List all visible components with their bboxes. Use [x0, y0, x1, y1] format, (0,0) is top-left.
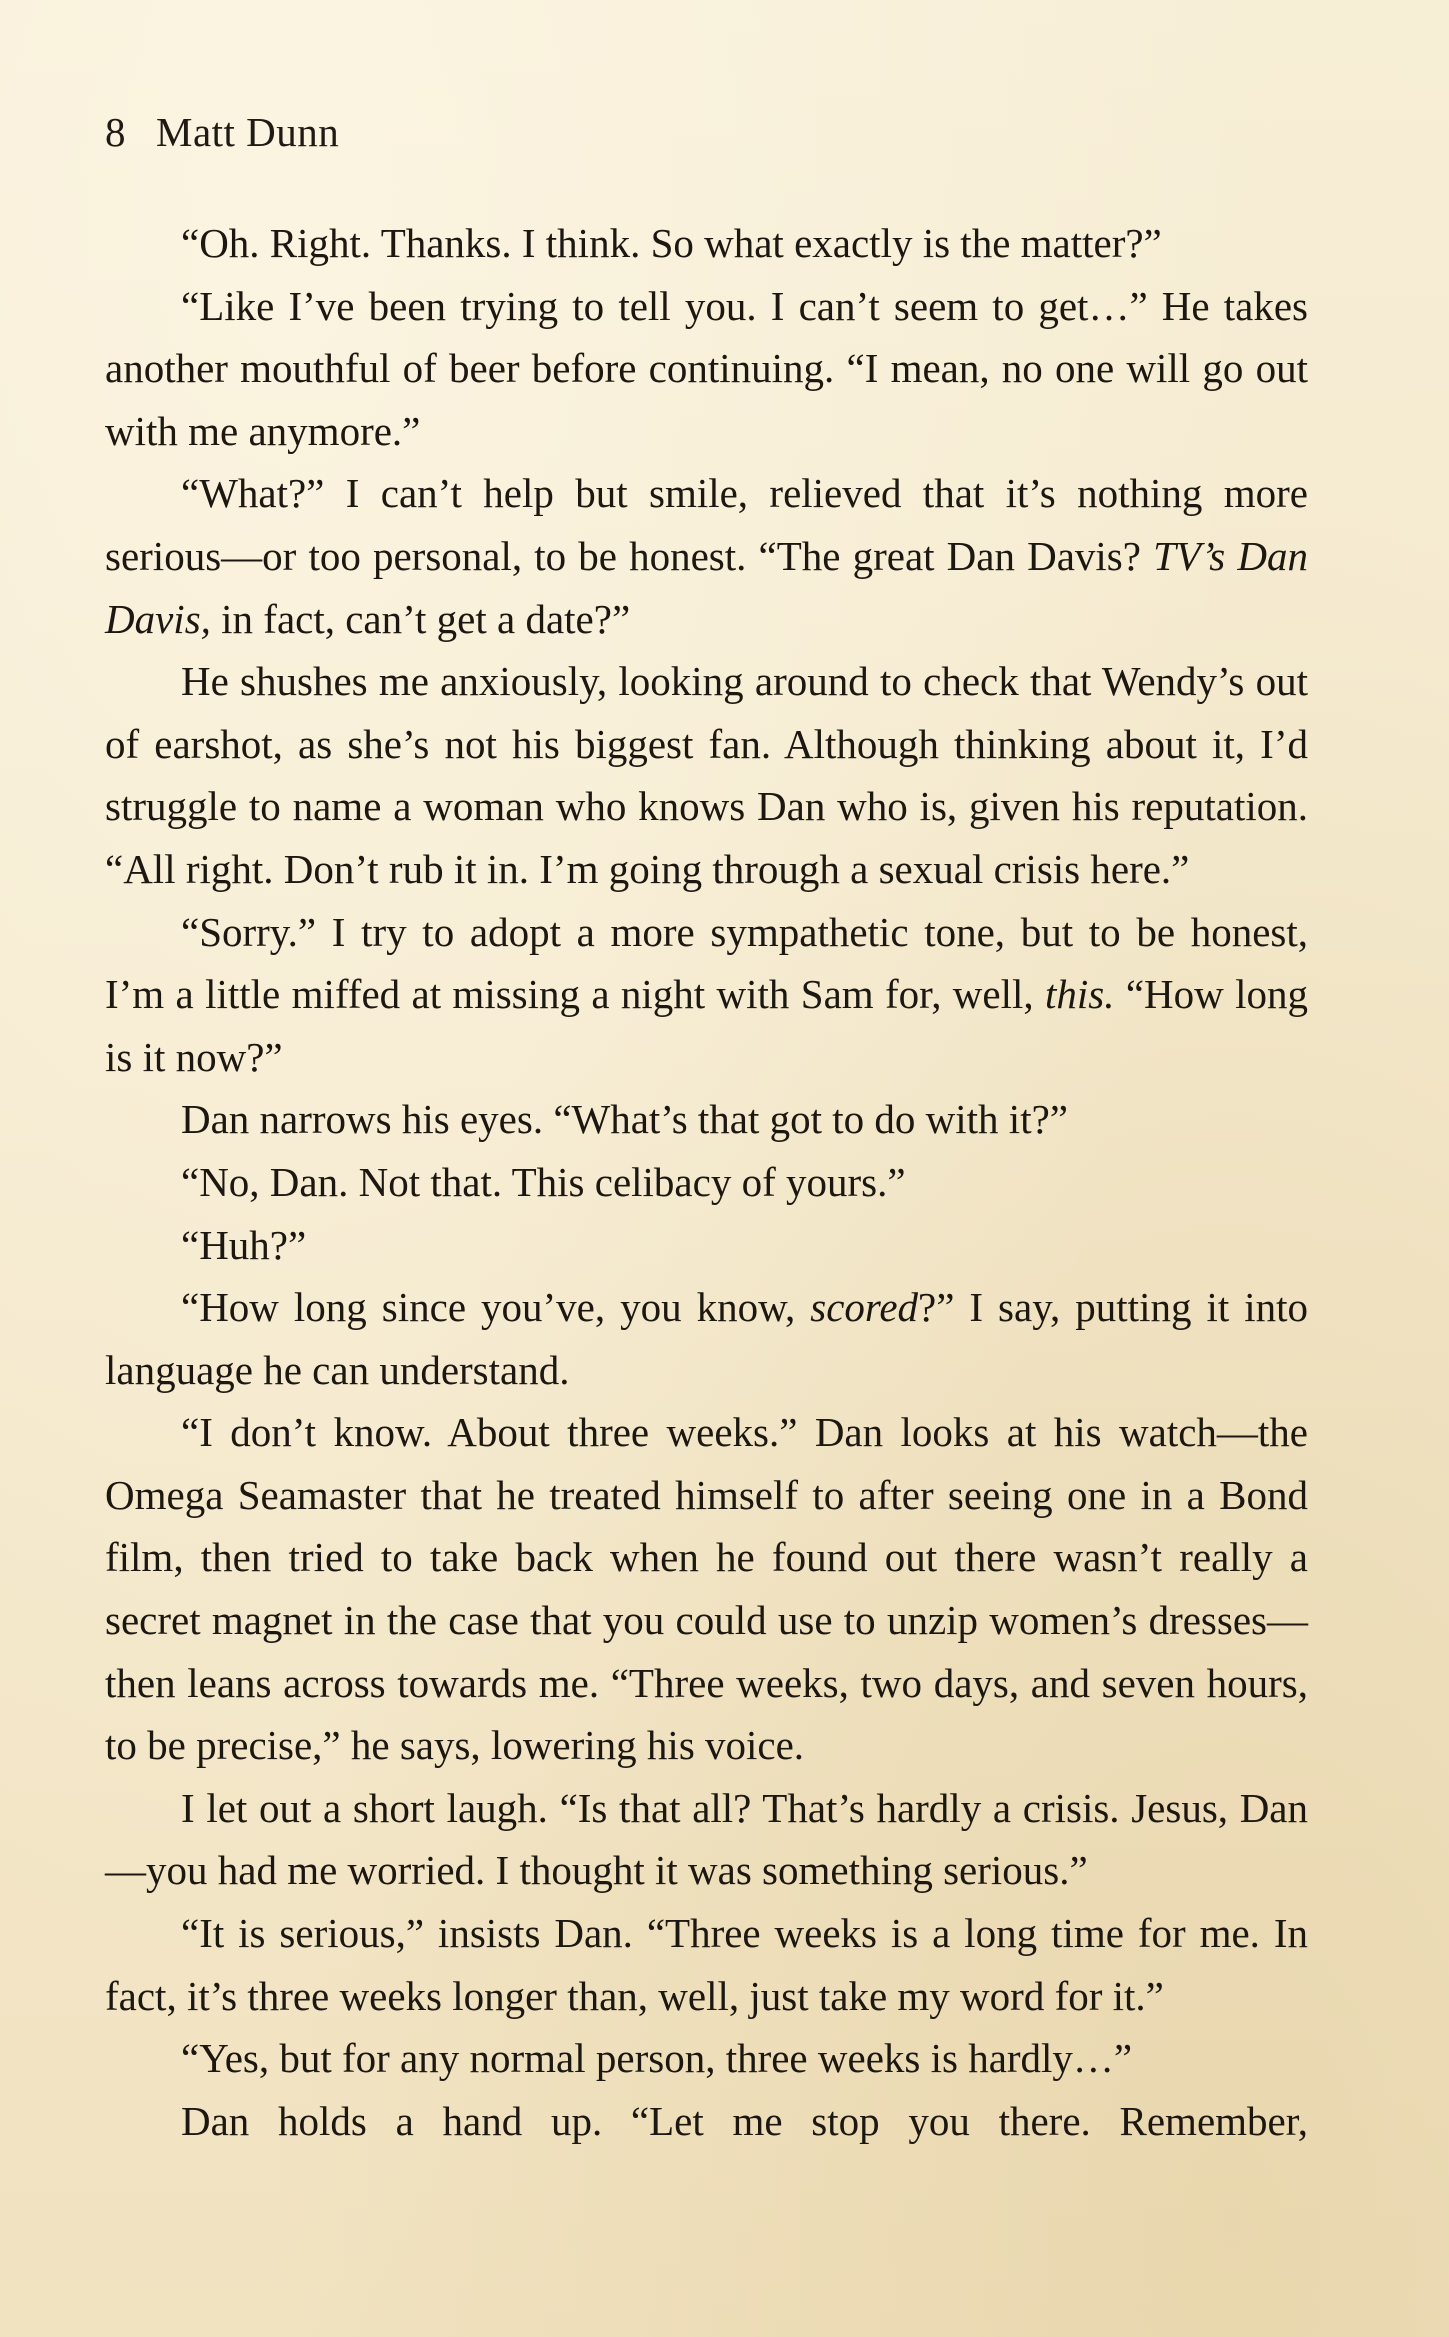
- text-run: “Yes, but for any normal person, three weeks is hardly…”: [181, 2035, 1133, 2082]
- text-run: “It is serious,” insists Dan. “Three weeks is a long time for me. In fact, it’s three weeks longer than, well, just take my word for it.”: [105, 1910, 1308, 2019]
- text-run: Dan holds a hand up. “Let me stop you there. Remember,: [181, 2097, 1308, 2144]
- text-run: “What?” I can’t help but smile, relieved that it’s nothing more serious—or too personal, to be honest. “The great Dan Davis?: [105, 470, 1308, 579]
- paragraph: [105, 1276, 1308, 1401]
- body-text: [105, 212, 1308, 2152]
- paragraph: [105, 901, 1308, 1089]
- text-run: “How long is it now?”: [105, 971, 1308, 1080]
- paragraph: [105, 1151, 1308, 1214]
- text-run: He shushes me anxiously, looking around to check that Wendy’s out of earshot, as she’s not his biggest fan. Although thinking about it, I’d struggle to name a woman who knows Dan who is, given his reputation. “All right. Don’t rub it in. I’m going through a sexual crisis here.”: [105, 658, 1308, 892]
- running-head-author: Matt Dunn: [156, 109, 340, 155]
- text-run: “I don’t know. About three weeks.” Dan looks at his watch—the Omega Seamaster that he treated himself to after seeing one in a Bond film, then tried to take back when he found out there wasn’t really a secret magnet in the case that you could use to unzip women’s dresses—then leans across towards me. “Three weeks, two days, and seven hours, to be precise,” he says, lowering his voice.: [105, 1409, 1308, 1769]
- paragraph: [105, 2027, 1308, 2090]
- running-header: [105, 108, 339, 156]
- page-number: 8: [105, 109, 126, 155]
- paragraph: [105, 462, 1308, 650]
- paragraph: [105, 212, 1308, 275]
- paragraph: [105, 275, 1308, 463]
- italic-text: TV’s Dan Davis,: [105, 532, 1309, 642]
- paragraph: [105, 2090, 1308, 2153]
- text-run: “Oh. Right. Thanks. I think. So what exactly is the matter?”: [181, 220, 1162, 266]
- italic-text: this.: [1044, 971, 1115, 1018]
- text-run: Dan narrows his eyes. “What’s that got to do with it?”: [181, 1096, 1068, 1143]
- text-run: “Sorry.” I try to adopt a more sympathetic tone, but to be honest, I’m a little miffed at missing a night with Sam for, well,: [105, 908, 1308, 1018]
- text-run: “Huh?”: [181, 1221, 307, 1268]
- paragraph: [105, 1214, 1308, 1277]
- text-run: in fact, can’t get a date?”: [210, 595, 631, 642]
- text-run: ?” I say, putting it into language he can understand.: [105, 1284, 1308, 1393]
- paragraph: [105, 1088, 1308, 1151]
- text-run: I let out a short laugh. “Is that all? That’s hardly a crisis. Jesus, Dan—you had me worried. I thought it was something serious.”: [105, 1784, 1308, 1894]
- paragraph: [105, 1777, 1308, 1902]
- italic-text: scored: [810, 1284, 919, 1331]
- paragraph: [105, 1401, 1308, 1777]
- paragraph: [105, 1902, 1308, 2027]
- text-run: “Like I’ve been trying to tell you. I can’t seem to get…” He takes another mouthful of beer before continuing. “I mean, no one will go out with me anymore.”: [105, 282, 1308, 454]
- text-run: “How long since you’ve, you know,: [181, 1284, 811, 1331]
- text-run: “No, Dan. Not that. This celibacy of yours.”: [181, 1158, 906, 1205]
- paragraph: [105, 650, 1308, 900]
